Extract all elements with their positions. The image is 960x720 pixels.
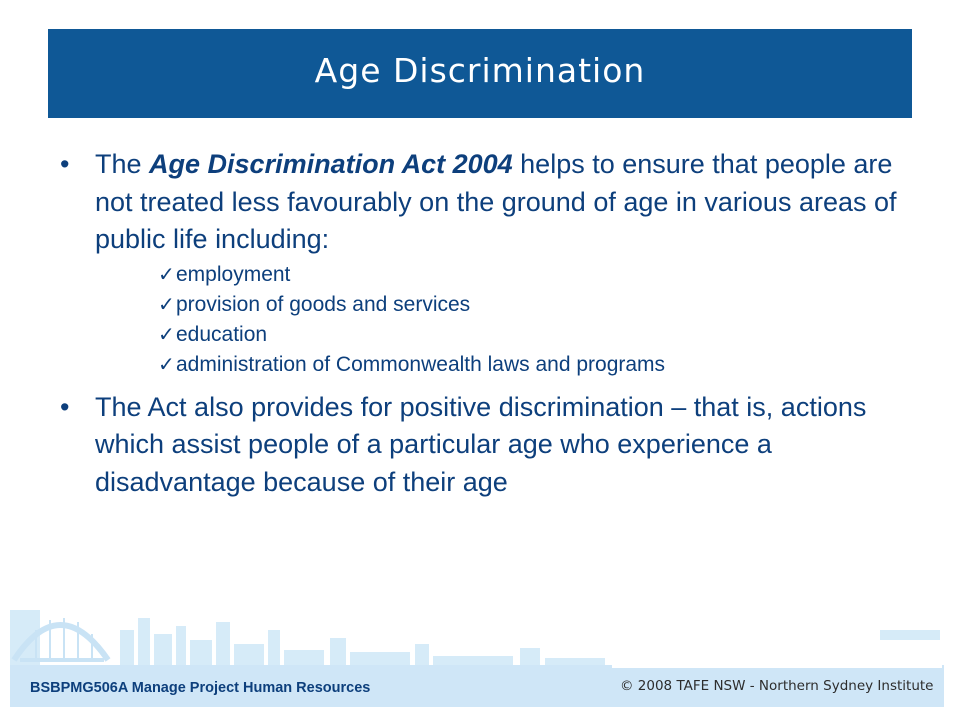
checkmark-icon: ✓: [158, 323, 175, 346]
checklist-item-label: employment: [176, 262, 291, 286]
bullet-icon: •: [60, 149, 70, 179]
checklist-item: [158, 260, 920, 290]
bullet-point-2: [60, 389, 920, 502]
copyright-label: © 2008 TAFE NSW - Northern Sydney Institute: [620, 678, 934, 694]
act-name-emphasis: Age Discrimination Act 2004: [149, 149, 513, 179]
checklist-item: [158, 290, 920, 320]
checkmark-icon: ✓: [158, 263, 175, 286]
checkmark-icon: ✓: [158, 353, 175, 376]
bullet-point-1: [60, 146, 920, 259]
slide-content: [60, 146, 920, 501]
bullet-1-text-start: The: [95, 149, 150, 179]
checklist-item-label: provision of goods and services: [176, 292, 471, 316]
checklist-item: [158, 320, 920, 350]
slide-title: Age Discrimination: [314, 51, 646, 90]
title-bar: [48, 29, 912, 118]
checklist-item-label: education: [176, 322, 268, 346]
checklist-item-label: administration of Commonwealth laws and programs: [176, 352, 666, 376]
checklist: [158, 260, 920, 380]
bullet-icon: •: [60, 391, 70, 422]
bullet-1-text-end: helps to ensure that people are not treated less favourably on the ground of age in various areas of public life including:: [95, 149, 897, 254]
footer-logo-backing: [612, 640, 942, 668]
bullet-2-text: The Act also provides for positive discrimination – that is, actions which assist people of a particular age who experience a disadvantage because of their age: [95, 391, 867, 497]
course-code-label: BSBPMG506A Manage Project Human Resources: [30, 680, 371, 696]
checkmark-icon: ✓: [158, 293, 175, 316]
checklist-item: [158, 350, 920, 380]
